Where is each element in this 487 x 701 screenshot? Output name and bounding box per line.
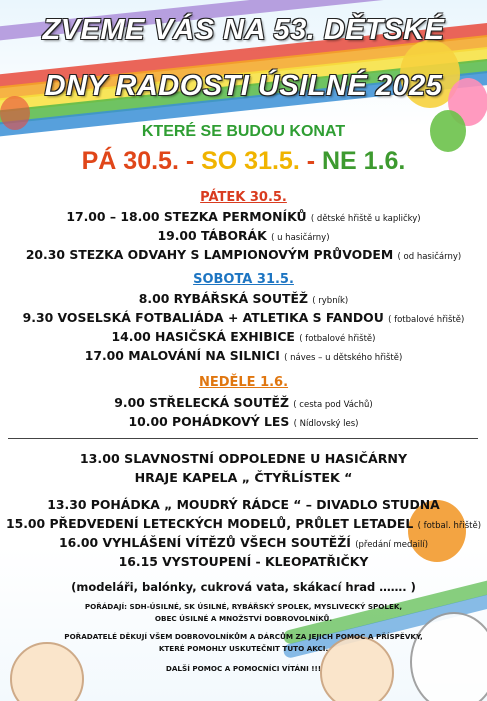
header-line-1: ZVEME VÁS NA 53. DĚTSKÉ — [42, 14, 445, 46]
item-note: ( náves – u dětského hřiště) — [284, 353, 403, 363]
thanks-line-2: KTERÉ POMOHLY USKUTEČNIT TUTO AKCI. — [158, 644, 329, 653]
help-line: DALŠÍ POMOC A POMOCNÍCI VÍTÁNI !!! — [165, 664, 322, 673]
program-item — [0, 497, 487, 512]
program-item — [0, 395, 487, 410]
item-note: ( u hasičárny) — [271, 233, 330, 243]
date-sunday: NE 1.6. — [322, 147, 406, 175]
organizers-line-1: POŘÁDAJÍ: SDH-ÚSILNÉ, SK ÚSILNÉ, RYBÁŘSKÝ SPOLEK, MYSLIVECKÝ SPOLEK, — [84, 602, 403, 611]
item-note: ( od hasičárny) — [397, 252, 462, 262]
program-item — [0, 310, 487, 325]
program-item — [0, 329, 487, 344]
item-text: 9.00 STŘELECKÁ SOUTĚŽ — [114, 395, 289, 410]
item-note: ( fotbal. hřiště) — [417, 521, 482, 531]
afternoon-heading: 13.00 SLAVNOSTNÍ ODPOLEDNE U HASIČÁRNY — [79, 451, 408, 466]
item-text: 13.30 POHÁDKA „ MOUDRÝ RÁDCE “ – DIVADLO STUDNA — [47, 497, 440, 512]
item-note: ( fotbalové hřiště) — [299, 334, 376, 344]
item-text: 8.00 RYBÁŘSKÁ SOUTĚŽ — [138, 291, 308, 306]
program-item — [0, 414, 487, 429]
header-line-2: DNY RADOSTI ÚSILNÉ 2025 — [44, 70, 443, 102]
program-item — [0, 348, 487, 363]
item-text: 14.00 HASIČSKÁ EXHIBICE — [111, 329, 295, 344]
dates-row — [0, 147, 487, 176]
thanks-line-1: POŘADATELÉ DĚKUJÍ VŠEM DOBROVOLNÍKŮM A DÁRCŮM ZA JEJICH POMOC A PŘÍSPĚVKY, — [64, 632, 423, 641]
item-text: 16.00 VYHLÁŠENÍ VÍTĚZŮ VŠECH SOUTĚŽÍ — [58, 535, 351, 550]
item-text: 17.00 MALOVÁNÍ NA SILNICI — [84, 348, 280, 363]
date-saturday: SO 31.5. — [201, 147, 300, 175]
date-friday: PÁ 30.5. — [81, 147, 179, 175]
extras-line: (modeláři, balónky, cukrová vata, skákací hrad ……. ) — [71, 580, 416, 594]
item-note: ( cesta pod Váchů) — [293, 400, 373, 410]
item-note: ( fotbalové hřiště) — [388, 315, 465, 325]
date-separator-1: - — [178, 147, 202, 175]
item-text: 20.30 STEZKA ODVAHY S LAMPIONOVÝM PRŮVODEM — [25, 247, 394, 262]
date-separator-2: - — [299, 147, 322, 175]
program-item — [0, 516, 487, 531]
item-text: 10.00 POHÁDKOVÝ LES — [128, 414, 290, 429]
item-text: 19.00 TÁBORÁK — [157, 228, 267, 243]
day-title-friday: PÁTEK 30.5. — [200, 190, 287, 205]
program-item — [0, 228, 487, 243]
band-line: HRAJE KAPELA „ ČTYŘLÍSTEK “ — [134, 470, 353, 485]
item-note: (předání medailí) — [355, 540, 429, 550]
program-item — [0, 535, 487, 550]
item-text: 17.00 – 18.00 STEZKA PERMONÍKŮ — [66, 209, 307, 224]
day-title-sunday: NEDĚLE 1.6. — [198, 375, 289, 390]
item-text: 16.15 VYSTOUPENÍ - KLEOPATŘIČKY — [118, 554, 369, 569]
item-text: 15.00 PŘEDVEDENÍ LETECKÝCH MODELŮ, PRŮLET LETADEL — [5, 516, 414, 531]
child-hat-icon — [410, 612, 487, 701]
program-item — [0, 209, 487, 224]
program-item — [0, 554, 487, 569]
item-note: ( Nídlovský les) — [293, 419, 359, 429]
item-text: 9.30 VOSELSKÁ FOTBALIÁDA + ATLETIKA S FANDOU — [22, 310, 384, 325]
organizers-line-2: OBEC ÚSILNÉ A MNOŽSTVÍ DOBROVOLNÍKŮ. — [154, 614, 333, 623]
item-note: ( dětské hřiště u kapličky) — [310, 214, 421, 224]
item-note: ( rybník) — [312, 296, 349, 306]
subtitle: KTERÉ SE BUDOU KONAT — [141, 123, 346, 140]
program-item — [0, 247, 487, 262]
program-item — [0, 291, 487, 306]
day-title-saturday: SOBOTA 31.5. — [193, 272, 294, 287]
divider — [8, 438, 478, 439]
